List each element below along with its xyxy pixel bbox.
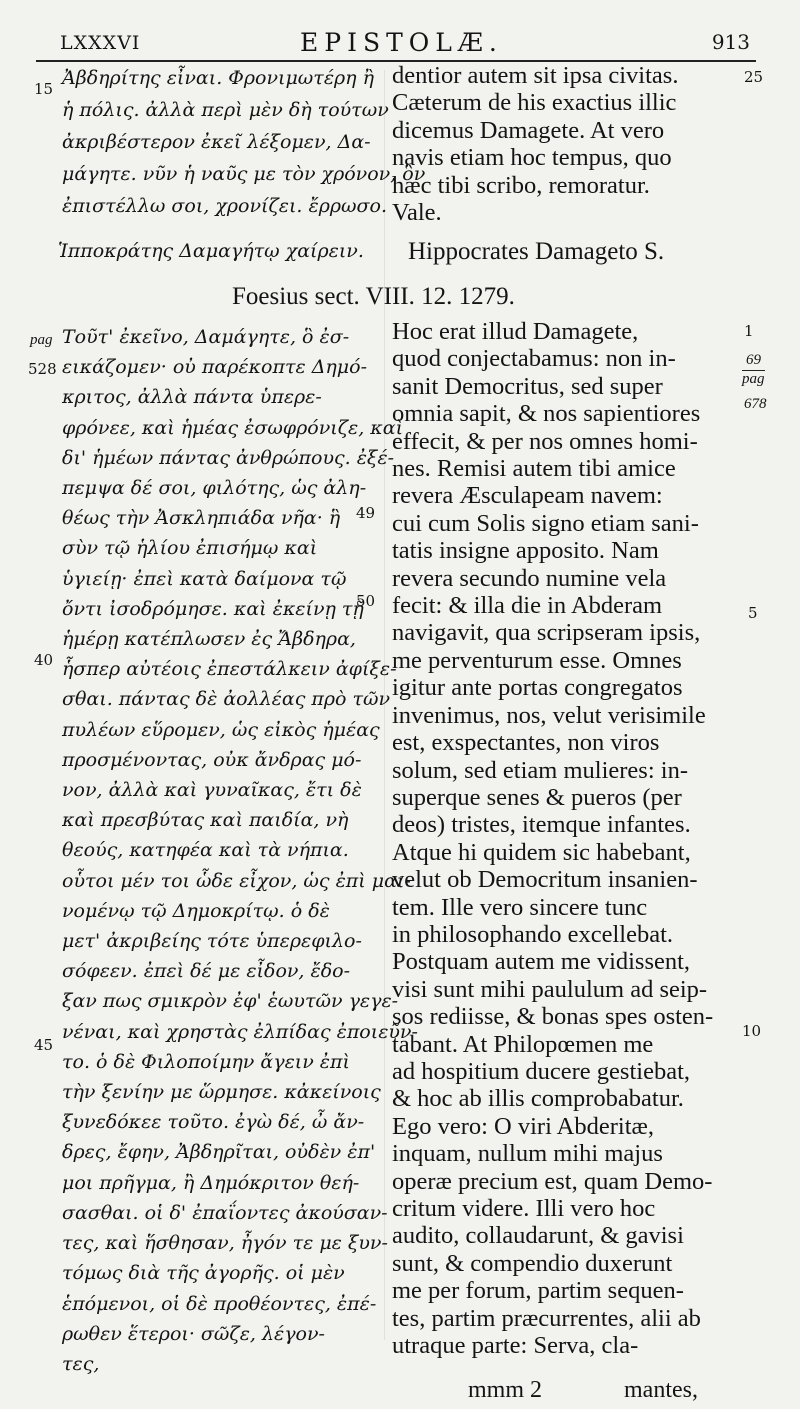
greek-text-line: μετ' ἀκριβείης τότε ὑπερεφιλο- [62, 930, 362, 953]
latin-text-line: sos rediisse, & bonas spes osten- [392, 1003, 714, 1031]
greek-text-line: θεούς, κατηφέα καὶ τὰ νήπια. [62, 839, 349, 862]
margin-line-number: 40 [34, 651, 54, 669]
latin-text-line: invenimus, nos, velut verisimile [392, 701, 706, 729]
latin-text-line: superque senes & pueros (per [392, 783, 682, 811]
latin-text-line: navigavit, qua scripseram ipsis, [392, 619, 701, 647]
greek-text-line: ἡμέρῃ κατέπλωσεν ἐς Ἄβδηρα, [62, 628, 356, 651]
latin-text-line: cui cum Solis signo etiam sani- [392, 509, 699, 537]
latin-text-line: omnia sapit, & nos sapientiores [392, 400, 701, 428]
latin-letter-heading: Hippocrates Damageto S. [408, 238, 665, 265]
latin-text-line: sanit Democritus, sed super [392, 372, 663, 400]
greek-text-line: τὴν ξενίην με ὥρμησε. κἀκείνοις [62, 1081, 381, 1104]
latin-text-line: inquam, nullum mihi majus [392, 1140, 663, 1168]
running-head-left: LXXXVI [60, 32, 141, 54]
latin-text-line: me perventurum esse. Omnes [392, 646, 682, 674]
greek-text-line: σασθαι. οἱ δ' ἐπαΐοντες ἀκούσαν- [62, 1201, 388, 1224]
top-latin-column [392, 62, 732, 226]
greek-text-line: ὑγιείῃ· ἐπεὶ κατὰ δαίμονα τῷ [62, 567, 347, 590]
greek-text-line: ἡ πόλις. ἀλλὰ περὶ μὲν δὴ τούτων [62, 99, 389, 121]
greek-text-line: Τοῦτ' ἐκεῖνο, Δαμάγητε, ὃ ἐσ- [62, 326, 350, 348]
page-number: 913 [711, 30, 750, 54]
greek-text-line: οὗτοι μέν τοι ὧδε εἶχον, ὡς ἐπὶ μαι- [62, 869, 411, 892]
greek-text-line: δι' ἡμέων πάντας ἀνθρώπους. ἐξέ- [62, 446, 395, 469]
latin-text-line: Vale. [392, 199, 442, 227]
latin-text-line: tabant. At Philopœmen me [392, 1030, 654, 1058]
greek-text-line: ὄντι ἰσοδρόμησε. καὶ ἐκείνῃ τῇ [62, 597, 364, 620]
greek-text-line: σθαι. πάντας δὲ ἀολλέας πρὸ τῶν [62, 688, 391, 711]
latin-text-line: Cæterum de his exactius illic [392, 89, 677, 117]
greek-text-line: ξυνεδόκεε τοῦτο. ἐγὼ δέ, ὦ ἄν- [62, 1111, 365, 1134]
latin-text-line: fecit: & illa die in Abderam [392, 592, 663, 620]
greek-text-line: δρες, ἔφην, Ἀβδηρῖται, οὐδὲν ἐπ' [62, 1141, 376, 1164]
catchword: mantes, [624, 1377, 698, 1403]
latin-text-line: & hoc ab illis comprobabatur. [392, 1085, 684, 1113]
greek-text-line: σόφεεν. ἐπεὶ δέ με εἶδον, ἔδο- [62, 960, 351, 983]
margin-line-number: 25 [744, 68, 764, 86]
latin-text-line: quod conjectabamus: non in- [392, 345, 676, 373]
latin-text-line: critum videre. Illi vero hoc [392, 1195, 656, 1222]
greek-text-line: φρόνεε, καὶ ἡμέας ἐσωφρόνιζε, καὶ [62, 416, 404, 439]
letter-greek-column [62, 322, 418, 1379]
latin-text-line: deos) tristes, itemque infantes. [392, 811, 691, 839]
latin-text-line: nes. Remisi autem tibi amice [392, 455, 676, 483]
greek-text-line: ἀκριβέστερον ἐκεῖ λέξομεν, Δα- [62, 131, 371, 153]
latin-text-line: Hoc erat illud Damagete, [392, 318, 639, 345]
greek-text-line: προσμένοντας, οὐκ ἄνδρας μό- [62, 748, 362, 771]
latin-text-line: Postquam autem me vidissent, [392, 948, 691, 976]
latin-text-line: tatis insigne apposito. Nam [392, 537, 659, 565]
latin-text-line: solum, sed etiam mulieres: in- [392, 756, 688, 784]
latin-text-line: sunt, & compendio duxerunt [392, 1249, 673, 1277]
greek-text-line: ἐπιστέλλω σοι, χρονίζει. ἔρρωσο. [62, 195, 387, 217]
running-head-title: EPISTOLÆ. [300, 28, 503, 57]
latin-text-line: visi sunt mihi paululum ad seip- [392, 975, 708, 1003]
margin-pag-label: pag [30, 332, 53, 348]
greek-text-line: ἧσπερ αὐτέοις ἐπεστάλκειν ἀφίξε- [62, 658, 397, 681]
margin-line-number: 50 [356, 592, 376, 610]
greek-text-line: νομένῳ τῷ Δημοκρίτῳ. ὁ δὲ [62, 899, 330, 922]
greek-text-line: εικάζομεν· οὐ παρέκοπτε Δημό- [62, 356, 368, 379]
margin-line-number: 1 [744, 322, 754, 340]
greek-text-line: πυλέων εὕρομεν, ὡς εἰκὸς ἡμέας [62, 718, 380, 741]
latin-text-line: dentior autem sit ipsa civitas. [392, 62, 679, 89]
latin-text-line: est, exspectantes, non viros [392, 729, 660, 757]
margin-line-number: 15 [34, 80, 54, 98]
latin-text-line: hæc tibi scribo, remoratur. [392, 171, 650, 199]
foesius-reference: Foesius sect. VIII. 12. 1279. [232, 283, 515, 310]
greek-text-line: μοι πρῆγμα, ἢ Δημόκριτον θεή- [62, 1171, 360, 1194]
latin-text-line: ad hospitium ducere gestiebat, [392, 1057, 690, 1085]
latin-text-line: operæ precium est, quam Demo- [392, 1167, 713, 1195]
latin-text-line: igitur ante portas congregatos [392, 674, 683, 702]
running-head [30, 28, 750, 58]
latin-text-line: audito, collaudarunt, & gavisi [392, 1222, 684, 1250]
latin-text-line: in philosophando excellebat. [392, 920, 673, 948]
margin-page-ref: 678 [744, 396, 767, 412]
latin-text-line: navis etiam hoc tempus, quo [392, 144, 672, 172]
greek-text-line: τες, καὶ ἥσθησαν, ἦγόν τε με ξυν- [62, 1232, 388, 1255]
greek-text-line: νον, ἀλλὰ καὶ γυναῖκας, ἔτι δὲ [62, 779, 362, 802]
greek-text-line: σὺν τῷ ἡλίου ἐπισήμῳ καὶ [62, 537, 318, 560]
latin-text-line: dicemus Damagete. At vero [392, 116, 665, 144]
greek-text-line: θέως τὴν Ἀσκληπιάδα νῆα· ἣ [62, 507, 341, 530]
greek-text-line: ξαν πως σμικρὸν ἐφ' ἑωυτῶν γεγε- [62, 990, 399, 1013]
greek-text-line: ρωθεν ἕτεροι· σῶζε, λέγον- [62, 1322, 325, 1345]
greek-text-line: πεμψα δέ σοι, φιλότης, ὡς ἀλη- [62, 477, 367, 500]
margin-line-number: 69 [746, 352, 761, 368]
greek-letter-heading: Ἱπποκράτης Δαμαγήτῳ χαίρειν. [58, 240, 364, 262]
greek-text-line: ἑπόμενοι, οἱ δὲ προθέοντες, ἐπέ- [62, 1292, 377, 1315]
greek-text-line: νέναι, καὶ χρηστὰς ἐλπίδας ἐποιεῦν- [62, 1020, 418, 1043]
margin-line-number: 5 [748, 604, 758, 622]
greek-text-line: μάγητε. νῦν ἡ ναῦς με τὸν χρόνον, ὃν [62, 163, 426, 185]
latin-text-line: revera Æsculapeam navem: [392, 482, 663, 510]
signature-mark: mmm 2 [468, 1377, 543, 1403]
margin-pag-label: pag [742, 371, 765, 387]
latin-text-line: utraque parte: Serva, cla- [392, 1332, 639, 1360]
latin-text-line: tem. Ille vero sincere tunc [392, 893, 648, 921]
greek-text-line: το. ὁ δὲ Φιλοποίμην ἄγειν ἐπὶ [62, 1050, 350, 1073]
latin-text-line: Atque hi quidem sic habebant, [392, 838, 691, 866]
margin-line-number: 49 [356, 504, 376, 522]
greek-text-line: κριτος, ἀλλὰ πάντα ὑπερε- [62, 386, 322, 409]
greek-text-line: τες, [62, 1352, 100, 1375]
latin-text-line: velut ob Democritum insanien- [392, 866, 698, 894]
greek-text-line: τόμως διὰ τῆς ἀγορῆς. οἱ μὲν [62, 1262, 345, 1285]
letter-latin-column [392, 318, 732, 1359]
latin-text-line: Ego vero: O viri Abderitæ, [392, 1112, 654, 1140]
latin-text-line: effecit, & per nos omnes homi- [392, 427, 698, 455]
greek-text-line: καὶ πρεσβύτας καὶ παιδία, νὴ [62, 809, 349, 832]
margin-line-number: 10 [742, 1022, 762, 1040]
latin-text-line: me per forum, partim sequen- [392, 1277, 684, 1305]
latin-text-line: tes, partim præcurrentes, alii ab [392, 1304, 701, 1332]
greek-text-line: Ἀβδηρίτης εἶναι. Φρονιμωτέρη ἢ [62, 67, 374, 89]
margin-page-ref: 528 [28, 360, 57, 378]
latin-text-line: revera secundo numine vela [392, 564, 667, 592]
margin-line-number: 45 [34, 1036, 54, 1054]
